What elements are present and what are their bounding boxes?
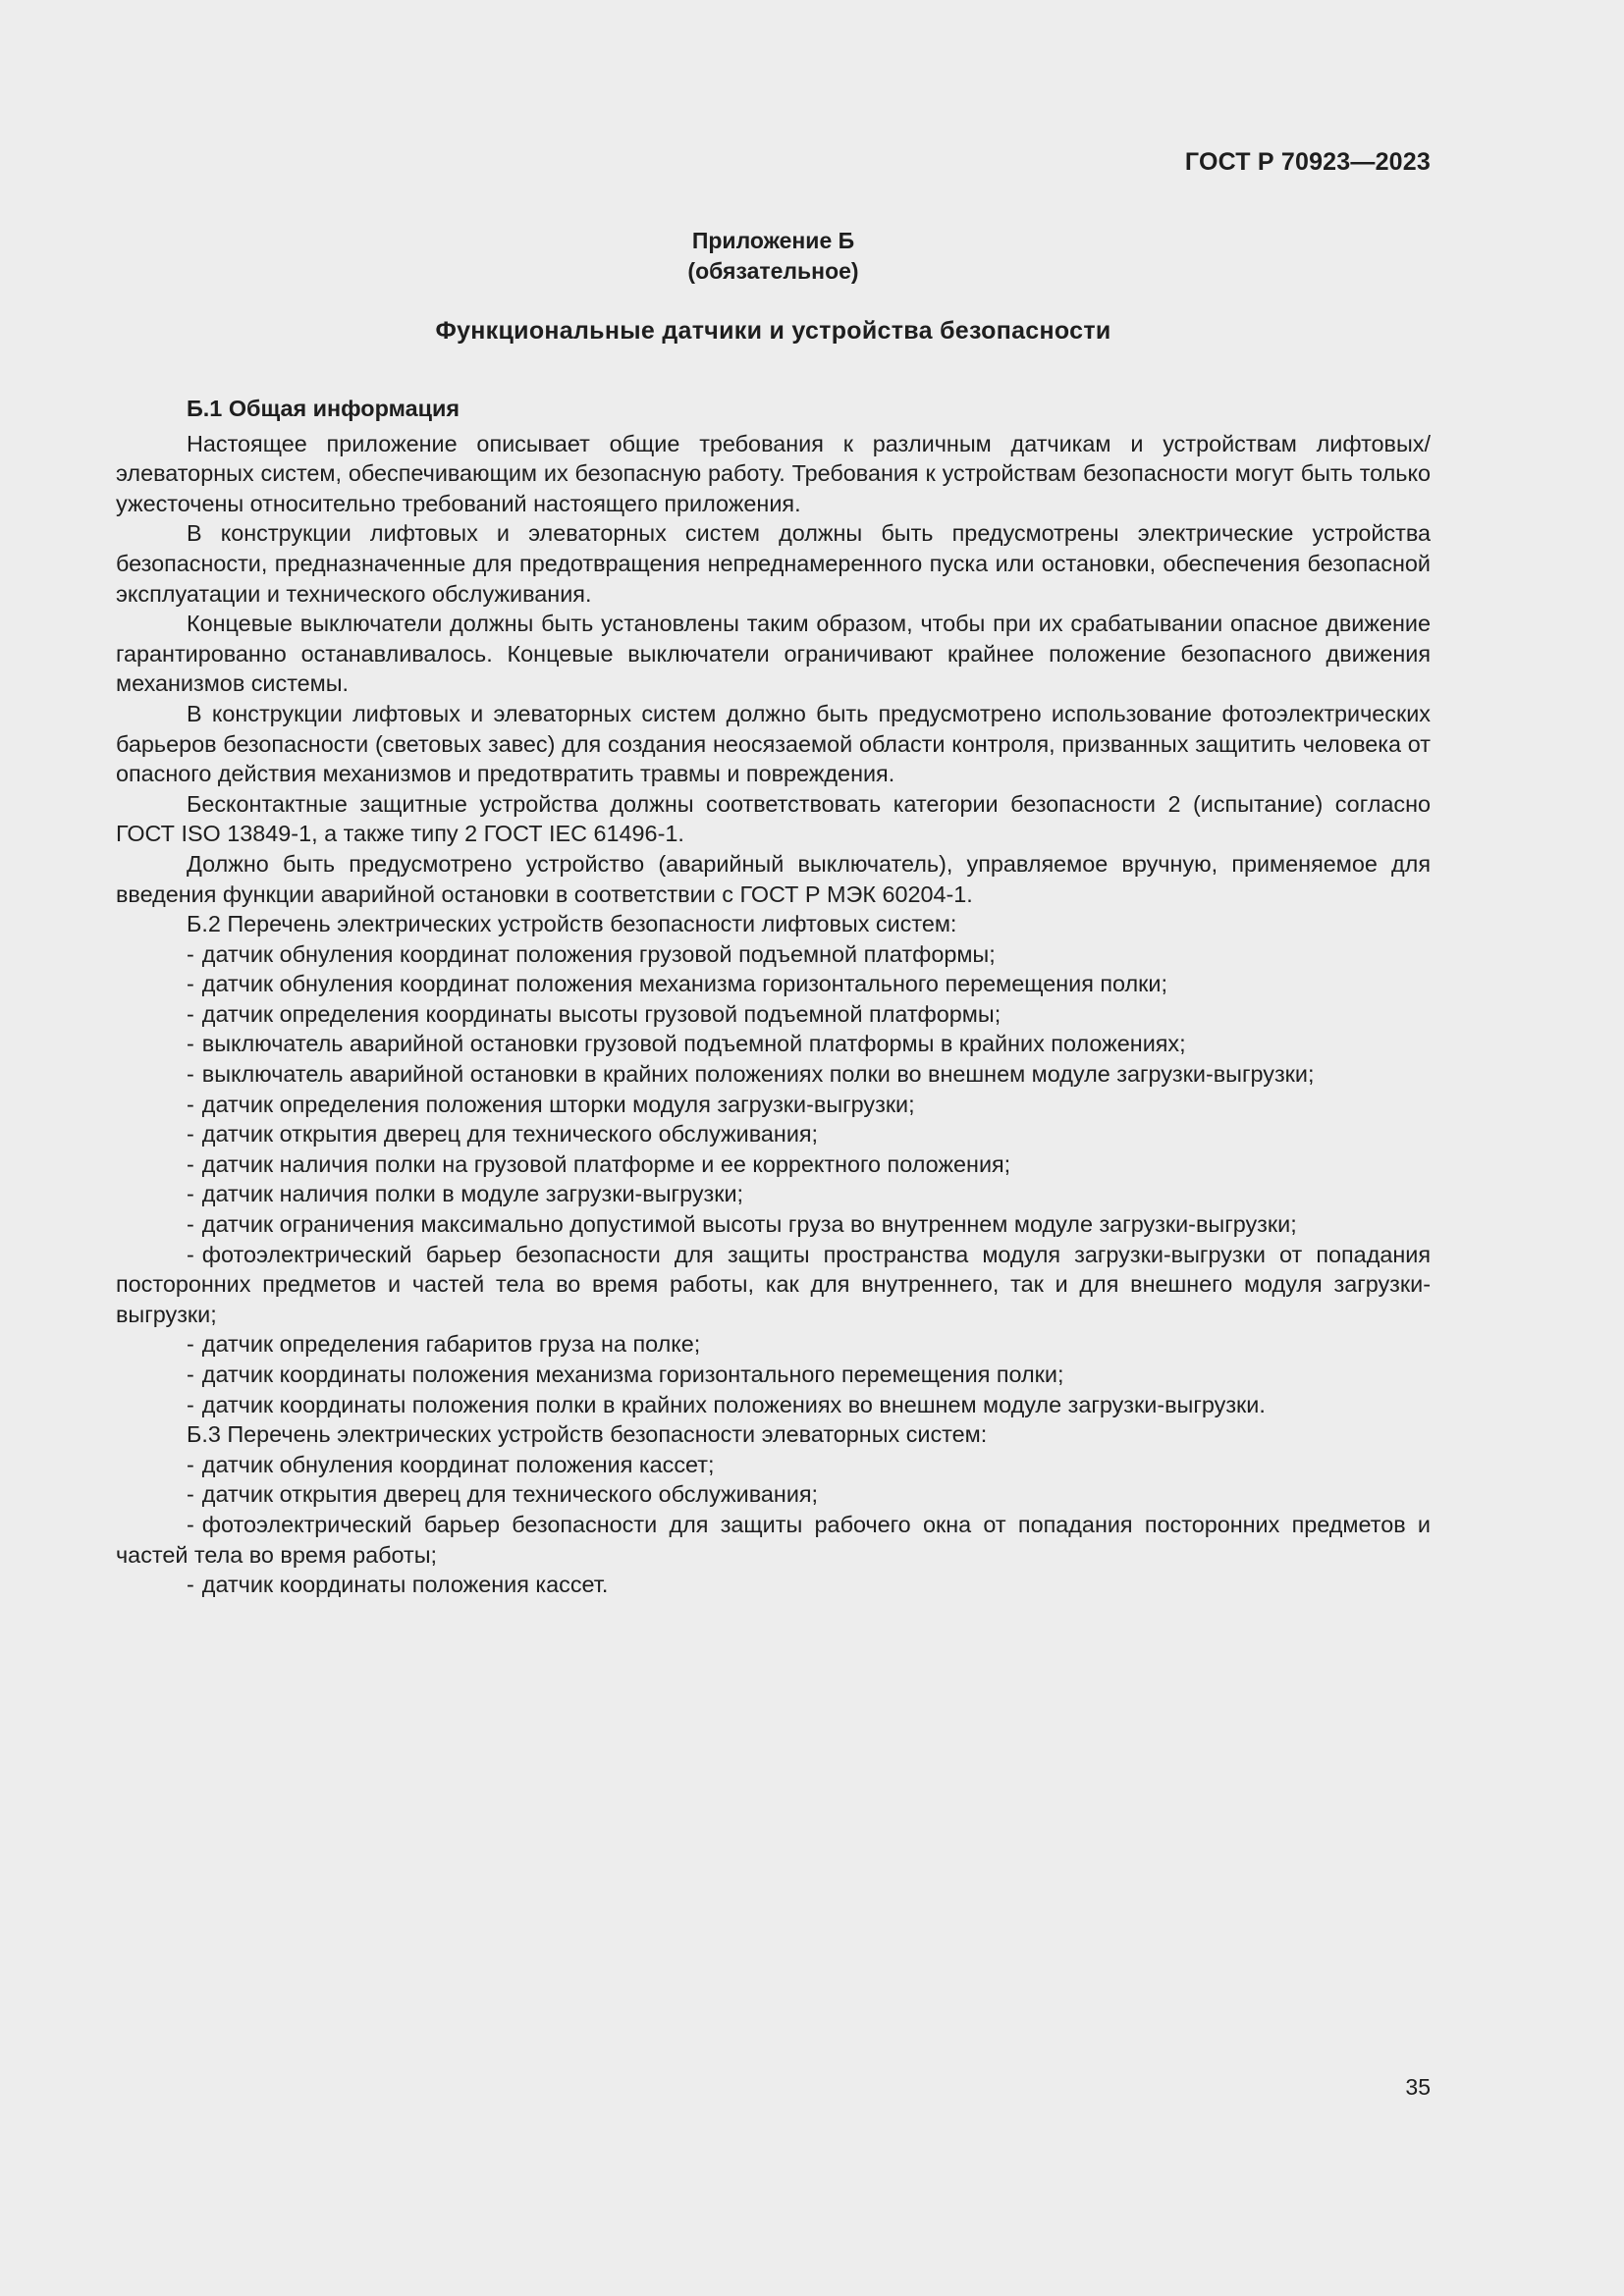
list-item: [116, 969, 1431, 999]
list-item-text: датчик обнуления координат положения грузовой подъемной платформы;: [201, 940, 996, 967]
list-item-text: датчик ограничения максимально допустимой высоты груза во внутреннем модуле загрузки-выгрузки;: [201, 1211, 1297, 1238]
list-item: [116, 1240, 1431, 1330]
list-item: [116, 1570, 1431, 1600]
list-item-text: выключатель аварийной остановки грузовой подъемной платформы в крайних положениях;: [201, 1031, 1186, 1057]
list-item-text: датчик обнуления координат положения кассет;: [201, 1451, 715, 1477]
dash-marker: -: [187, 1451, 194, 1477]
list-item-text: выключатель аварийной остановки в крайних положениях полки во внешнем модуле загрузки-выгрузки;: [201, 1061, 1315, 1088]
document-code: ГОСТ Р 70923—2023: [1184, 148, 1431, 176]
list-item-text: датчик наличия полки на грузовой платформе и ее корректного положения;: [201, 1150, 1011, 1177]
dash-marker: -: [187, 971, 194, 997]
dash-marker: -: [187, 1572, 194, 1598]
section-heading: Б.1 Общая информация: [187, 396, 460, 421]
document-page: [116, 0, 1431, 2296]
paragraph: В конструкции лифтовых и элеваторных систем должны быть предусмотрены электрические устройства безопасности, предназначенные для предотвращения непреднамеренного пуска или остановки, обеспечения безопасной эксплуатации и технического обслуживания.: [116, 520, 1431, 607]
dash-marker: -: [187, 1000, 194, 1027]
list-item: [116, 1059, 1431, 1090]
list-item-text: датчик координаты положения механизма горизонтального перемещения полки;: [201, 1362, 1064, 1387]
dash-marker: -: [187, 1362, 194, 1387]
dash-marker: -: [187, 1091, 194, 1117]
dash-marker: -: [187, 1181, 194, 1207]
dash-marker: -: [187, 940, 194, 967]
list-item-text: датчик определения габаритов груза на полке;: [201, 1331, 701, 1358]
list-item-text: датчик координаты положения кассет.: [201, 1572, 609, 1598]
paragraph: Бесконтактные защитные устройства должны соответствовать категории безопасности 2 (испытание) согласно ГОСТ ISO 13849-1, а также типу 2 ГОСТ IEC 61496-1.: [116, 790, 1431, 847]
list-item: [116, 1090, 1431, 1120]
list-item-text: фотоэлектрический барьер безопасности для защиты рабочего окна от попадания посторонних предметов и частей тела во время работы;: [116, 1511, 1431, 1568]
page-number: 35: [1405, 2074, 1431, 2100]
dash-marker: -: [187, 1511, 194, 1537]
list-item-text: датчик координаты положения полки в крайних положениях во внешнем модуле загрузки-выгрузки.: [201, 1391, 1266, 1417]
list-item: [116, 1479, 1431, 1510]
dash-marker: -: [187, 1331, 194, 1358]
annex-heading: [116, 226, 1431, 287]
list-item: [116, 1119, 1431, 1149]
list-item: [116, 1179, 1431, 1209]
list-item-text: фотоэлектрический барьер безопасности для защиты пространства модуля загрузки-выгрузки от попадания посторонних предметов и частей тела во время работы, как для внутреннего, так и для внешнего модуля загрузки-выгрузки;: [116, 1241, 1431, 1327]
list-item: [116, 1149, 1431, 1180]
list-intro-lift: Б.2 Перечень электрических устройств безопасности лифтовых систем:: [187, 911, 957, 937]
dash-marker: -: [187, 1481, 194, 1508]
list-item: [116, 1390, 1431, 1420]
dash-marker: -: [187, 1121, 194, 1148]
dash-marker: -: [187, 1391, 194, 1417]
list-item: [116, 1329, 1431, 1360]
annex-status: (обязательное): [687, 258, 859, 284]
annex-title: Функциональные датчики и устройства безопасности: [435, 317, 1111, 345]
paragraph: В конструкции лифтовых и элеваторных систем должно быть предусмотрено использование фотоэлектрических барьеров безопасности (световых завес) для создания неосязаемой области контроля, призванных защитить человека от опасного действия механизмов и предотвратить травмы и повреждения.: [116, 700, 1431, 787]
dash-marker: -: [187, 1241, 194, 1267]
list-item: [116, 1510, 1431, 1570]
dash-marker: -: [187, 1150, 194, 1177]
dash-marker: -: [187, 1031, 194, 1057]
paragraph: Концевые выключатели должны быть установлены таким образом, чтобы при их срабатывании опасное движение гарантированно останавливалось. Концевые выключатели ограничивают крайнее положение безопасного движения механизмов системы.: [116, 611, 1431, 697]
list-intro-elevator: Б.3 Перечень электрических устройств безопасности элеваторных систем:: [187, 1421, 988, 1448]
list-item-text: датчик определения положения шторки модуля загрузки-выгрузки;: [201, 1091, 915, 1117]
list-item-text: датчик обнуления координат положения механизма горизонтального перемещения полки;: [201, 971, 1167, 997]
paragraph: Настоящее приложение описывает общие требования к различным датчикам и устройствам лифтовых/элеваторных систем, обеспечивающим их безопасную работу. Требования к устройствам безопасности могут быть только ужесточены относительно требований настоящего приложения.: [116, 430, 1431, 516]
list-item-text: датчик наличия полки в модуле загрузки-выгрузки;: [201, 1181, 744, 1207]
paragraph: Должно быть предусмотрено устройство (аварийный выключатель), управляемое вручную, применяемое для введения функции аварийной остановки в соответствии с ГОСТ Р МЭК 60204-1.: [116, 850, 1431, 907]
list-item: [116, 1029, 1431, 1059]
list-item: [116, 1209, 1431, 1240]
list-item: [116, 1450, 1431, 1480]
dash-marker: -: [187, 1061, 194, 1088]
list-item: [116, 939, 1431, 970]
list-item: [116, 1360, 1431, 1390]
list-item-text: датчик открытия дверец для технического обслуживания;: [201, 1121, 819, 1148]
annex-label: Приложение Б: [691, 228, 855, 253]
list-item-text: датчик определения координаты высоты грузовой подъемной платформы;: [201, 1000, 1001, 1027]
list-item-text: датчик открытия дверец для технического обслуживания;: [201, 1481, 819, 1508]
document-body: [116, 394, 1431, 1600]
dash-marker: -: [187, 1211, 194, 1238]
list-item: [116, 999, 1431, 1030]
